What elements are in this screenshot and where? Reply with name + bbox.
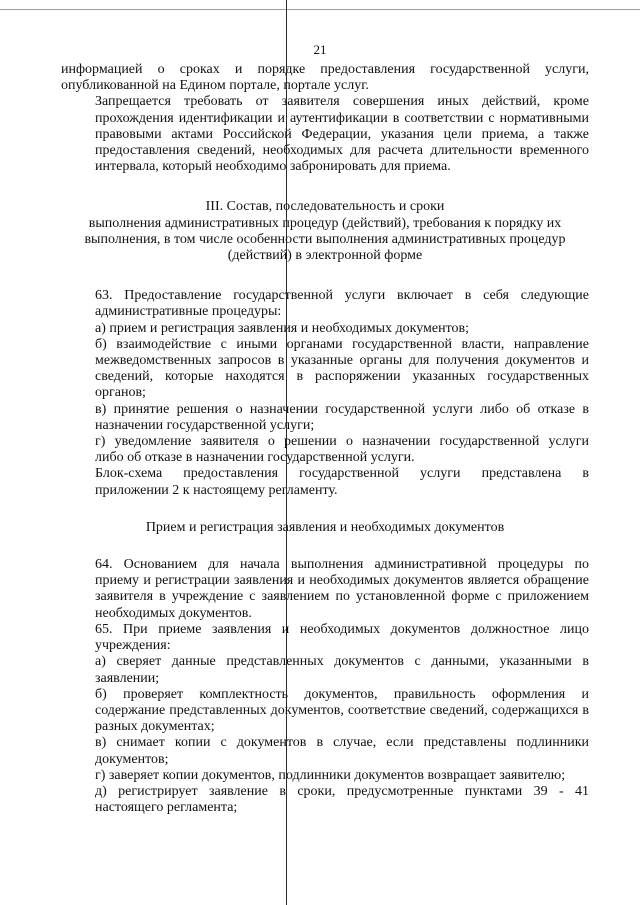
paragraph xyxy=(61,434,589,466)
paragraph xyxy=(61,735,589,767)
text-line: б) взаимодействие с иными органами государственной власти, направление xyxy=(95,336,589,352)
paragraph xyxy=(61,687,589,736)
paragraph xyxy=(61,557,589,622)
paragraph xyxy=(61,62,589,94)
paragraph xyxy=(61,321,589,337)
text-line: межведомственных запросов в указанные органы для получения документов и xyxy=(95,353,589,369)
text-line: а) прием и регистрация заявления и необходимых документов; xyxy=(95,320,470,336)
text-line: Блок-схема предоставления государственной услуги представлена в xyxy=(95,466,589,482)
text-line: б) проверяет комплектность документов, правильность оформления и xyxy=(95,686,589,702)
text-line: в) принятие решения о назначении государственной услуги либо об отказе в xyxy=(95,401,589,417)
paragraph xyxy=(61,337,589,402)
text-line: 64. Основанием для начала выполнения административной процедуры по xyxy=(95,557,589,573)
text-line: назначении государственной услуги; xyxy=(95,417,315,433)
heading-line: выполнения, в том числе особенности выполнения административных процедур xyxy=(84,231,566,247)
text-line: органов; xyxy=(95,385,146,401)
text-line: административные процедуры: xyxy=(95,304,282,320)
text-line: в) снимает копии с документов в случае, если представлены подлинники xyxy=(95,735,589,751)
text-line: информацией о сроках и порядке предоставления государственной услуги, xyxy=(61,62,589,77)
paragraph xyxy=(61,288,589,320)
text-line: г) уведомление заявителя о решении о назначении государственной услуги xyxy=(95,434,589,450)
paragraph xyxy=(61,654,589,686)
text-line: разных документах; xyxy=(95,719,215,735)
text-line: г) заверяет копии документов, подлинники документов возвращает заявителю; xyxy=(95,767,566,783)
text-line: предоставления сведений, необходимых для расчета длительности временного xyxy=(95,143,589,159)
spacer xyxy=(61,175,589,199)
paragraph xyxy=(61,466,589,498)
text-line: 63. Предоставление государственной услуги включает в себя следующие xyxy=(95,288,589,304)
text-line: 65. При приеме заявления и необходимых документов должностное лицо xyxy=(95,621,589,637)
text-line: сведений, которые находятся в распоряжении указанных государственных xyxy=(95,369,589,385)
spacer xyxy=(61,264,589,288)
text-line: правовыми актами Российской Федерации, указания цели приема, а также xyxy=(95,126,589,142)
section-heading xyxy=(61,520,589,536)
page-number: 21 xyxy=(313,42,327,57)
scan-top-line xyxy=(0,9,640,10)
section-heading xyxy=(61,199,589,264)
text-line: д) регистрирует заявление в сроки, предусмотренные пунктами 39 - 41 xyxy=(95,783,589,799)
spacer xyxy=(61,499,589,520)
heading-line: III. Состав, последовательность и сроки xyxy=(205,199,445,215)
text-line: а) сверяет данные представленных документов с данными, указанными в xyxy=(95,654,589,670)
text-line: Запрещается требовать от заявителя совершения иных действий, кроме xyxy=(95,94,589,110)
heading-line: Прием и регистрация заявления и необходимых документов xyxy=(145,519,505,535)
text-line: документов; xyxy=(95,751,169,767)
text-line: опубликованной на Едином портале, портале услуг. xyxy=(61,78,369,94)
text-line: приему и регистрации заявления и необходимых документов является обращение xyxy=(95,573,589,589)
text-line: содержание представленных документов, соответствие сведений, содержащихся в xyxy=(95,702,589,718)
text-line: приложении 2 к настоящему регламенту. xyxy=(95,482,338,498)
text-line: настоящего регламента; xyxy=(95,800,238,816)
text-line: необходимых документов. xyxy=(95,605,252,621)
text-line: интервала, который необходимо забронировать для приема. xyxy=(95,159,451,175)
paragraph xyxy=(61,94,589,175)
text-line: заявлении; xyxy=(95,670,160,686)
paragraph xyxy=(61,768,589,784)
text-line: заявителя в учреждение с заявлением по установленной форме с приложением xyxy=(95,589,589,605)
heading-line: (действий) в электронной форме xyxy=(227,248,423,264)
paragraph xyxy=(61,622,589,654)
spacer xyxy=(61,536,589,557)
text-line: прохождения идентификации и аутентификации в соответствии с нормативными xyxy=(95,110,589,126)
heading-line: выполнения административных процедур (действий), требования к порядку их xyxy=(88,215,562,231)
document-body xyxy=(61,62,589,816)
text-line: учреждения: xyxy=(95,638,171,654)
paragraph xyxy=(61,402,589,434)
text-line: либо об отказе в назначении государственной услуги. xyxy=(95,450,415,466)
paragraph xyxy=(61,784,589,816)
